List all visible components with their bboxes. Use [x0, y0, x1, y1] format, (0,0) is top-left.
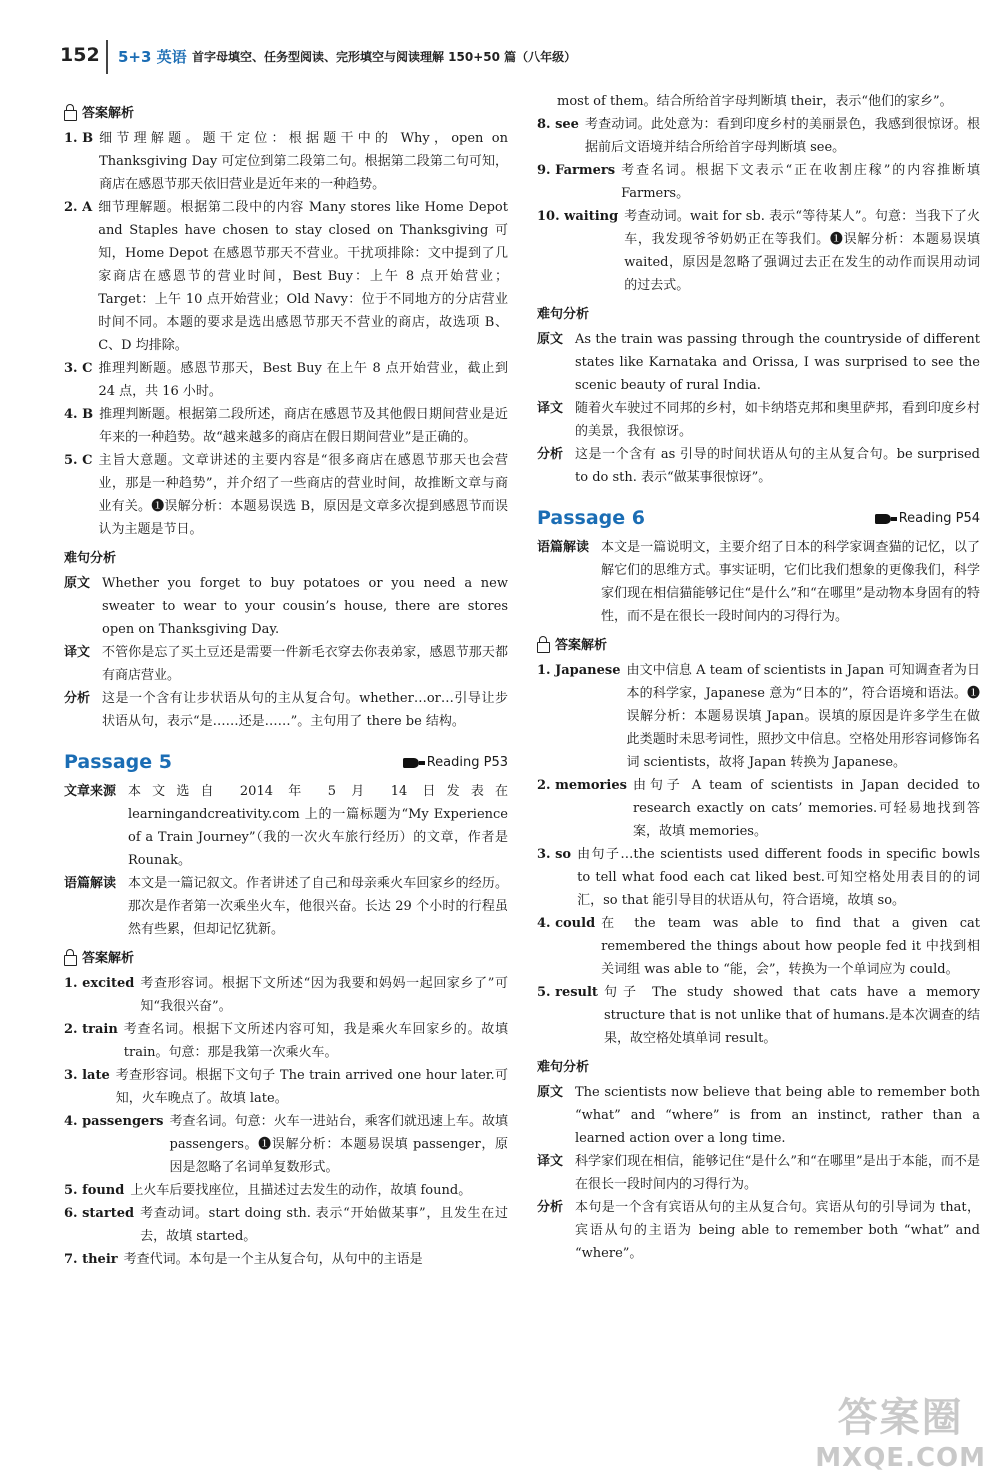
analysis-label: 分析 [537, 1200, 564, 1215]
answer-number: 8. see [537, 117, 579, 132]
answer-number: 3. C [64, 361, 93, 376]
answer-heading: 答案解析 [537, 634, 980, 657]
analysis-paragraph [537, 328, 980, 397]
watermark: 答案圈 MXQE.COM [815, 1395, 986, 1473]
answer-item [537, 159, 980, 205]
answer-explanation: 由句子…the scientists used different foods in specific bowls to tell what food each cat liked best.可知空格处用表目的的词汇，so that 能引导目的状语从句，符合语境，故填 so。 [577, 847, 980, 908]
passage-title: Passage 6 [537, 507, 645, 529]
analysis-paragraph [537, 1081, 980, 1150]
brand-logo: 5+3 英语 [118, 48, 187, 66]
analysis-label: 分析 [64, 691, 91, 706]
analysis-paragraph [537, 443, 980, 489]
analysis-label: 译文 [537, 401, 564, 416]
answer-explanation: 推理判断题。根据第二段所述，商店在感恩节及其他假日期间营业是近年来的一种趋势。故“越来越多的商店在假日期间营业”是正确的。 [99, 407, 508, 445]
page-number: 152 [60, 44, 100, 66]
answer-explanation: 句子 The study showed that cats have a memory structure that is not unlike that of humans.是本次调查的结果，故空格处填单词 result。 [603, 985, 980, 1046]
analysis-paragraph [64, 641, 508, 687]
answer-explanation: 考查代词。本句是一个主从复合句，从句中的主语是 [123, 1252, 423, 1267]
answer-number: 3. late [64, 1068, 110, 1083]
continued-text: most of them。结合所给首字母判断填 their，表示“他们的家乡”。 [557, 94, 953, 109]
answer-number: 5. result [537, 985, 598, 1000]
pointing-hand-icon [403, 758, 419, 768]
answer-number: 1. excited [64, 976, 135, 991]
passage-interpretation: 语篇解读 本文是一篇说明文，主要介绍了日本的科学家调查猫的记忆，以了解它们的思维方式。事实证明，它们比我们想象的更像我们，科学家们现在相信猫能够记住“是什么”和“在哪里”是动物本身固有的特性，而不是在很长一段时间内的习得行为。 [537, 540, 980, 624]
analysis-text: 不管你是忘了买土豆还是需要一件新毛衣穿去你表弟家，感恩节那天都有商店营业。 [102, 645, 508, 683]
answer-explanation: 考查名词。根据下文表示“正在收割庄稼”的内容推断填 Farmers。 [621, 163, 980, 201]
answer-number: 1. Japanese [537, 663, 621, 678]
header-divider [106, 40, 108, 74]
answer-item [537, 659, 980, 774]
analysis-paragraph [537, 1196, 980, 1265]
answer-number: 5. C [64, 453, 93, 468]
lock-icon [537, 642, 550, 653]
answer-number: 4. passengers [64, 1114, 164, 1129]
answer-item [64, 1110, 508, 1179]
analysis-paragraph [537, 397, 980, 443]
analysis-text: 本句是一个含有宾语从句的主从复合句。宾语从句的引导词为 that，宾语从句的主语为 being able to remember both “what” and “where”。 [575, 1200, 980, 1261]
answer-heading: 答案解析 [64, 102, 508, 125]
analysis-label: 译文 [64, 645, 91, 660]
analysis-text: 随着火车驶过不同邦的乡村，如卡纳塔克邦和奥里萨邦，看到印度乡村的美景，我很惊讶。 [575, 401, 980, 439]
hard-sentence-heading: 难句分析 [537, 1060, 590, 1075]
answer-number: 2. memories [537, 778, 627, 793]
answer-explanation: 细节理解题。题干定位：根据题干中的 Why，open on Thanksgiving Day 可定位到第二段第二句。根据第二段第二句可知，商店在感恩节那天依旧营业是近年来的一种趋势。 [99, 131, 508, 192]
analysis-paragraph [64, 687, 508, 733]
answer-explanation: 由句子 A team of scientists in Japan decided to research exactly on cats’ memories.可轻易地找到答案，故填 memories。 [632, 778, 980, 839]
page-header [60, 40, 960, 76]
answer-explanation: 细节理解题。根据第二段中的内容 Many stores like Home Depot and Staples have chosen to stay closed on Thanksgiving 可知，Home Depot 在感恩节那天不营业。干扰项排除：文中提到了几家商店在感恩节的营业时间，Best Buy：上午 8 点开始营业；Target：上午 10 点开始营业；Old Navy：位于不同地方的分店营业时间不同。本题的要求是选出感恩节那天不营业的商店，故选项 B、C、D 均排除。 [98, 200, 508, 353]
analysis-text: As the train was passing through the countryside of different states like Karnataka and Orissa, I was surprised to see the scenic beauty of rural India. [575, 332, 980, 393]
analysis-label: 原文 [537, 332, 564, 347]
answer-heading: 答案解析 [64, 947, 508, 970]
answer-explanation: 推理判断题。感恩节那天，Best Buy 在上午 8 点开始营业，截止到 24 点，共 16 小时。 [98, 361, 508, 399]
answer-number: 1. B [64, 131, 94, 146]
right-column [537, 90, 980, 1265]
hard-sentence-heading: 难句分析 [64, 551, 117, 566]
answer-item [537, 774, 980, 843]
answer-item [64, 127, 508, 196]
answer-item [64, 196, 508, 357]
answer-number: 10. waiting [537, 209, 619, 224]
answer-number: 4. B [64, 407, 94, 422]
answer-item [64, 1018, 508, 1064]
answer-explanation: 上火车后要找座位，且描述过去发生的动作，故填 found。 [130, 1183, 472, 1198]
analysis-text: Whether you forget to buy potatoes or you need a new sweater to wear to your cousin’s house, there are stores open on Thanksgiving Day. [102, 576, 508, 637]
answer-item [64, 357, 508, 403]
answer-item [64, 1202, 508, 1248]
answer-explanation: 在 the team was able to find that a given cat remembered the things about how people fed it 中找到相关词组 was able to “能，会”，转换为一个单词应为 could。 [601, 916, 980, 977]
analysis-text: 科学家们现在相信，能够记住“是什么”和“在哪里”是出于本能，而不是在很长一段时间内的习得行为。 [575, 1154, 980, 1192]
answer-explanation: 考查动词。wait for sb. 表示“等待某人”。句意：当我下了火车，我发现爷爷奶奶正在等我们。❶误解分析：本题易误填 waited，原因是忽略了强调过去正在发生的动作而误用动词的过去式。 [624, 209, 980, 293]
answer-explanation: 考查形容词。根据下文句子 The train arrived one hour later.可知，火车晚点了。故填 late。 [115, 1068, 508, 1106]
answer-item [64, 1248, 508, 1271]
book-title: 首字母填空、任务型阅读、完形填空与阅读理解 150+50 篇（八年级） [192, 50, 577, 64]
lock-icon [64, 955, 77, 966]
answer-item [537, 912, 980, 981]
reading-reference: Reading P54 [875, 507, 980, 530]
answer-number: 6. started [64, 1206, 135, 1221]
answer-item [64, 972, 508, 1018]
answer-explanation: 考查形容词。根据下文所述“因为我要和妈妈一起回家乡了”可知“我很兴奋”。 [140, 976, 508, 1014]
answer-number: 7. their [64, 1252, 118, 1267]
answer-number: 2. train [64, 1022, 118, 1037]
answer-item [64, 403, 508, 449]
analysis-paragraph [64, 572, 508, 641]
answer-number: 2. A [64, 200, 93, 215]
passage-title: Passage 5 [64, 751, 172, 773]
answer-item [537, 981, 980, 1050]
answer-number: 5. found [64, 1183, 125, 1198]
answer-number: 4. could [537, 916, 596, 931]
answer-explanation: 考查动词。start doing sth. 表示“开始做某事”，且发生在过去，故填 started。 [140, 1206, 508, 1244]
article-source: 文章来源 本文选自 2014 年 5 月 14 日发表在 learningandcreativity.com 上的一篇标题为“My Experience of a Train Journey”（我的一次火车旅行经历）的文章，作者是 Rounak。 [64, 784, 508, 868]
passage-5-header [64, 751, 508, 774]
pointing-hand-icon [875, 514, 891, 524]
analysis-label: 译文 [537, 1154, 564, 1169]
answer-explanation: 考查动词。此处意为：看到印度乡村的美丽景色，我感到很惊讶。根据前后文语境并结合所给首字母判断填 see。 [584, 117, 980, 155]
answer-item [537, 205, 980, 297]
analysis-paragraph [537, 1150, 980, 1196]
answer-explanation: 考查名词。根据下文所述内容可知，我是乘火车回家乡的。故填 train。句意：那是我第一次乘火车。 [123, 1022, 508, 1060]
answer-item [64, 1179, 508, 1202]
answer-item [537, 113, 980, 159]
analysis-text: 这是一个含有让步状语从句的主从复合句。whether…or…引导让步状语从句，表示“是……还是……”。主句用了 there be 结构。 [102, 691, 508, 729]
analysis-label: 原文 [64, 576, 91, 591]
analysis-text: 这是一个含有 as 引导的时间状语从句的主从复合句。be surprised to do sth. 表示“做某事很惊讶”。 [575, 447, 980, 485]
lock-icon [64, 110, 77, 121]
passage-interpretation: 语篇解读 本文是一篇记叙文。作者讲述了自己和母亲乘火车回家乡的经历。那次是作者第一次乘坐火车，他很兴奋。长达 29 个小时的行程虽然有些累，但却记忆犹新。 [64, 876, 508, 937]
answer-explanation: 考查名词。句意：火车一进站台，乘客们就迅速上车。故填 passengers。❶误解分析：本题易误填 passenger，原因是忽略了名词单复数形式。 [169, 1114, 508, 1175]
passage-6-header [537, 507, 980, 530]
analysis-label: 原文 [537, 1085, 564, 1100]
analysis-label: 分析 [537, 447, 564, 462]
answer-item [537, 843, 980, 912]
answer-item [64, 449, 508, 541]
answer-explanation: 由文中信息 A team of scientists in Japan 可知调查者为日本的科学家，Japanese 意为“日本的”，符合语境和语法。❶误解分析：本题易误填 Japan。误填的原因是许多学生在做此类题时未思考词性，照抄文中信息。空格处用形容词修饰名词 scientists，故将 Japan 转换为 Japanese。 [626, 663, 980, 770]
answer-item [64, 1064, 508, 1110]
left-column [64, 96, 508, 1271]
answer-number: 3. so [537, 847, 572, 862]
reading-reference: Reading P53 [403, 751, 508, 774]
answer-explanation: 主旨大意题。文章讲述的主要内容是“很多商店在感恩节那天也会营业，那是一种趋势”，并介绍了一些商店的营业时间，故推断文章与商业有关。❶误解分析：本题易误选 B，原因是文章多次提到感恩节而误认为主题是节日。 [98, 453, 508, 537]
hard-sentence-heading: 难句分析 [537, 307, 590, 322]
analysis-text: The scientists now believe that being able to remember both “what” and “where” is from an instinct, rather than a learned action over a long time. [575, 1085, 980, 1146]
answer-number: 9. Farmers [537, 163, 616, 178]
